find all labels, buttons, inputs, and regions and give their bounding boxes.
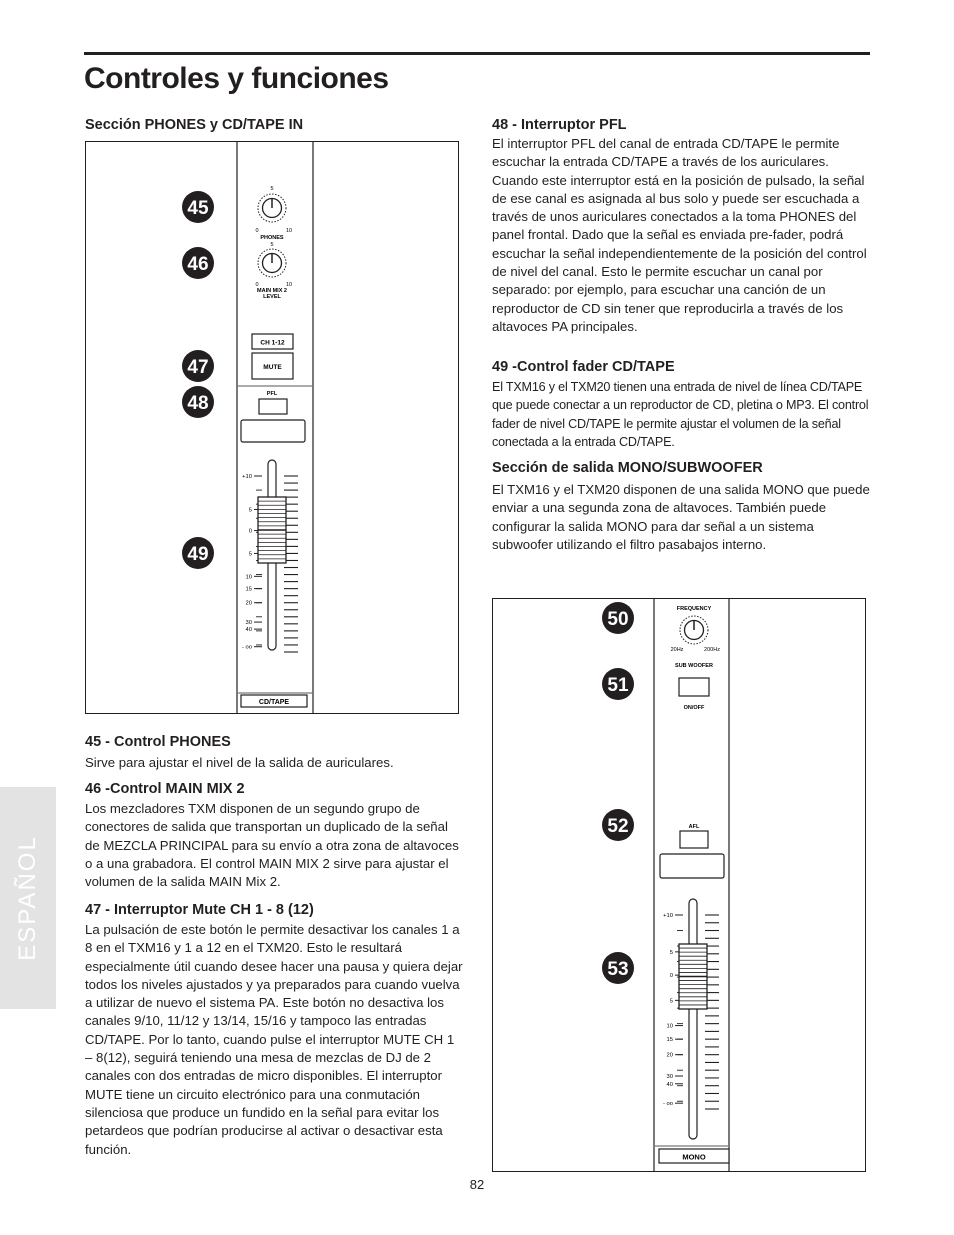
callout-45 (182, 191, 214, 223)
s47-title: 47 - Interruptor Mute CH 1 - 8 (12) (85, 902, 314, 918)
frequency-knob[interactable] (680, 616, 708, 644)
svg-text:45: 45 (187, 198, 209, 219)
fader-scale-label: 20 (666, 1052, 673, 1059)
s47-body: La pulsación de este botón le permite desactivar los canales 1 a 8 en el TXM16 y 1 a 12 en el TXM20. Esto le resultará especialmente útil cuando desee hacer una pausa y quiera dejar todos los niveles ajustados y ya preparados para cuando vuelva a utilizar de nuevo el sistema PA. Este botón no desactiva los canales 9/10, 11/12 y 13/14, 15/16 y tampoco las entradas CD/TAPE. Por lo tanto, cuando pulse el interruptor MUTE CH 1 – 8(12), seguirá teniendo una mesa de mezclas de DJ de 2 canales con dos entradas de micro disponibles. El interruptor MUTE tiene un circuito electrónico para una conmutación silenciosa que produce un fundido en la señal para evitar los petardeos que podrían producirse al activar o desactivar esta función. (85, 922, 463, 1157)
fader-scale-label: 5 (669, 949, 673, 956)
fader-scale-label: 0 (248, 528, 252, 535)
section-body-mono: El TXM16 y el TXM20 disponen de una salida MONO que puede enviar a una segunda zona de altavoces. También puede configurar la salida MONO para dar señal a un sistema subwoofer utilizando el filtro pasabajos interno. (492, 482, 870, 552)
knob2-max: 10 (285, 282, 293, 288)
callout-47 (182, 350, 214, 382)
cdtape-label: CD/TAPE (258, 699, 290, 706)
svg-text:47: 47 (187, 357, 209, 378)
side-tab-label: ESPAÑOL (14, 835, 41, 961)
afl-button[interactable] (680, 831, 708, 848)
mono-strip-figure (492, 598, 866, 1172)
callout-53 (602, 952, 634, 984)
callout-51 (602, 668, 634, 700)
fader-scale-label: 10 (245, 574, 252, 581)
svg-text:51: 51 (607, 675, 629, 696)
mono-strip-svg (493, 599, 865, 1171)
fader-scale-label: - oo (242, 644, 252, 651)
cdtape-fader-cap[interactable] (258, 497, 286, 563)
fader-scale-label: 5 (669, 998, 673, 1005)
fader-scale-label: 5 (248, 551, 252, 558)
s48-body: El interruptor PFL del canal de entrada CD/TAPE le permite escuchar la entrada CD/TAPE a través de los auriculares. Cuando este interruptor está en la posición de pulsado, la señal de ese canal es asignada al bus solo y puede ser escuchada a través de unos auriculares conectados a la toma PHONES del panel frontal. Dado que la señal es enviada pre-fader, podrá escuchar la señal independientemente de la posición del control de nivel del canal. Esto le permite escuchar un canal por separado: por ejemplo, para escuchar una canción de un reproductor de CD sin tener que reproducirla a través de los altavoces PA principales. (492, 136, 867, 334)
svg-text:49: 49 (187, 544, 209, 565)
s45-body: Sirve para ajustar el nivel de la salida de auriculares. (85, 755, 394, 770)
mono-fader-track (689, 899, 697, 1139)
mono-label-strip-blank (660, 854, 724, 878)
main-mix-2-label: MAIN MIX 2 (257, 288, 287, 294)
fader-scale-label: 40 (666, 1081, 673, 1088)
frequency-label: FREQUENCY (676, 606, 712, 612)
callout-48 (182, 386, 214, 418)
afl-label: AFL (688, 824, 700, 830)
onoff-label: ON/OFF (683, 705, 705, 711)
subwoofer-label: SUB WOOFER (675, 663, 713, 669)
fader-scale-label: +10 (242, 474, 252, 480)
mono-fader-cap[interactable] (679, 944, 707, 1009)
phones-label: PHONES (260, 235, 284, 241)
page-title: Controles y funciones (84, 62, 389, 95)
knob1-max: 10 (285, 228, 293, 234)
freq-max-label: 200Hz (704, 647, 720, 653)
fader-scale-label: 5 (248, 507, 252, 514)
knob2-min: 0 (255, 282, 259, 288)
fader-scale-label: 30 (666, 1074, 673, 1081)
subwoofer-switch[interactable] (679, 678, 709, 696)
s46-body: Los mezcladores TXM disponen de un segundo grupo de conectores de salida que transportan un duplicado de la señal de MEZCLA PRINCIPAL para su envío a otra zona de altavoces o a una grabadora. El control MAIN MIX 2 sirve para ajustar el volumen de la salida MAIN Mix 2. (85, 801, 459, 890)
fader-scale-label: 40 (245, 627, 252, 634)
fader-scale-label: - oo (663, 1101, 673, 1108)
s45-title: 45 - Control PHONES (85, 734, 231, 750)
s46-title: 46 -Control MAIN MIX 2 (85, 781, 245, 797)
freq-min-label: 20Hz (670, 647, 684, 653)
svg-text:53: 53 (607, 959, 629, 980)
knob1-min: 0 (255, 228, 259, 234)
svg-text:52: 52 (607, 816, 629, 837)
callout-50 (602, 602, 634, 634)
top-rule (84, 52, 870, 55)
callout-49 (182, 537, 214, 569)
phones-knob[interactable] (258, 194, 286, 222)
level-label: LEVEL (263, 294, 281, 300)
knob2-mid: 5 (270, 242, 274, 248)
label-strip-blank (241, 420, 305, 442)
section-heading-mono: Sección de salida MONO/SUBWOOFER (492, 460, 763, 476)
s49-title: 49 -Control fader CD/TAPE (492, 359, 675, 375)
fader-scale-label: +10 (663, 913, 673, 919)
pfl-button[interactable] (259, 399, 287, 414)
section-heading-phones: Sección PHONES y CD/TAPE IN (85, 117, 304, 133)
fader-scale-label: 30 (245, 620, 252, 627)
knob1-mid: 5 (270, 186, 274, 192)
mute-label: MUTE (263, 364, 282, 371)
fader-scale-label: 0 (669, 973, 673, 980)
s48-title: 48 - Interruptor PFL (492, 117, 627, 133)
s49-body: El TXM16 y el TXM20 tienen una entrada de nivel de línea CD/TAPE que puede conectar a un reproductor de CD, pletina o MP3. El control fader de nivel CD/TAPE le permite ajustar el volumen de la señal conectada a la entrada CD/TAPE. (492, 380, 869, 449)
mono-label: MONO (682, 1152, 706, 1162)
cdtape-strip-figure (85, 141, 459, 714)
cdtape-strip-svg (86, 142, 458, 713)
language-side-tab (0, 787, 56, 1009)
svg-text:46: 46 (187, 254, 209, 275)
svg-text:50: 50 (607, 609, 629, 630)
callout-52 (602, 809, 634, 841)
svg-text:48: 48 (187, 393, 209, 414)
fader-scale-label: 15 (245, 586, 252, 593)
callout-46 (182, 247, 214, 279)
fader-scale-label: 10 (666, 1023, 673, 1030)
fader-scale-label: 15 (666, 1037, 673, 1044)
page-number: 82 (469, 1177, 485, 1192)
ch-label: CH 1-12 (260, 339, 285, 347)
main-mix-2-knob[interactable] (258, 249, 286, 277)
pfl-label: PFL (266, 391, 278, 397)
fader-scale-label: 20 (245, 600, 252, 607)
